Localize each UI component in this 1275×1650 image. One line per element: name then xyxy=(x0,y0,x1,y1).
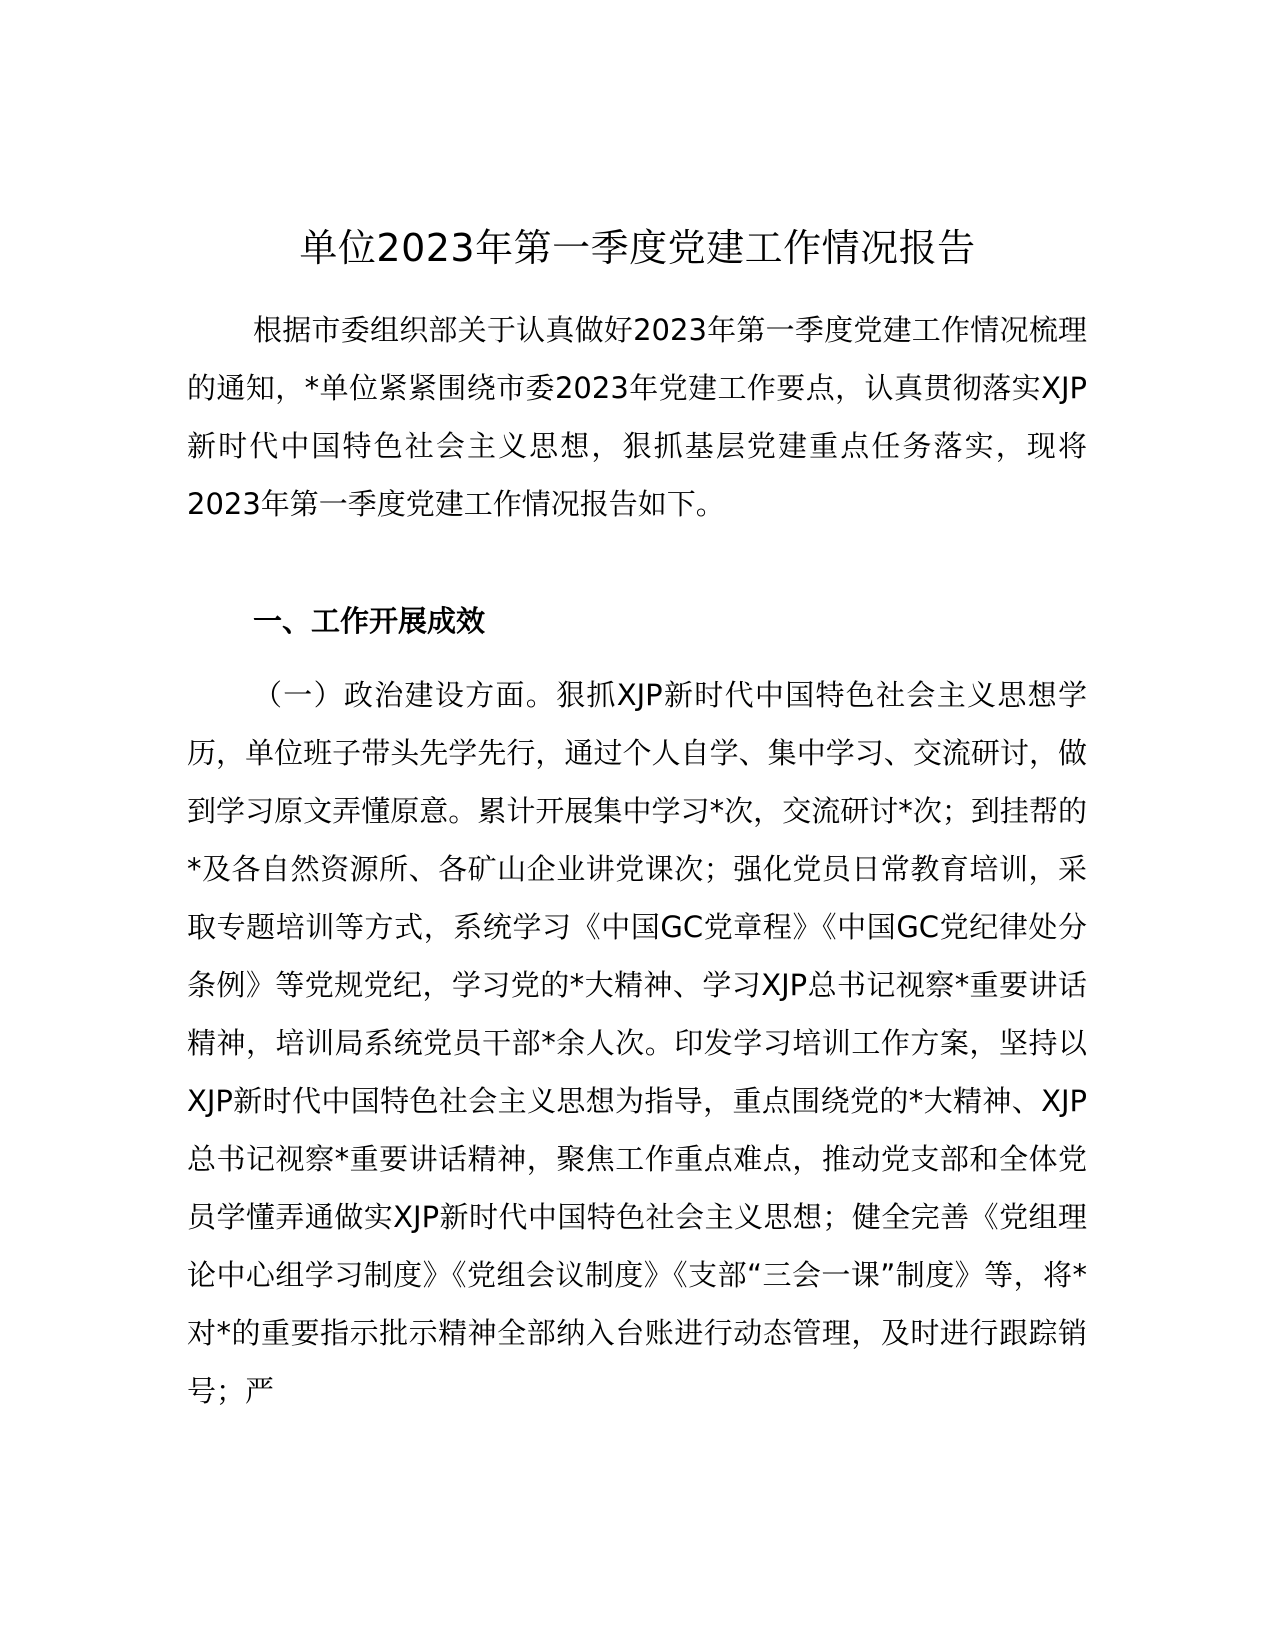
intro-paragraph: 根据市委组织部关于认真做好2023年第一季度党建工作情况梳理的通知，*单位紧紧围绕市委2023年党建工作要点，认真贯彻落实XJP新时代中国特色社会主义思想，狠抓基层党建重点任务落实，现将2023年第一季度党建工作情况报告如下。 xyxy=(187,313,1087,521)
body-paragraph: （一）政治建设方面。狠抓XJP新时代中国特色社会主义思想学历，单位班子带头先学先行，通过个人自学、集中学习、交流研讨，做到学习原文弄懂原意。累计开展集中学习*次，交流研讨*次；到挂帮的*及各自然资源所、各矿山企业讲党课次；强化党员日常教育培训，采取专题培训等方式，系统学习《中国GC党章程》《中国GC党纪律处分条例》等党规党纪，学习党的*大精神、学习XJP总书记视察*重要讲话精神，培训局系统党员干部*余人次。印发学习培训工作方案，坚持以XJP新时代中国特色社会主义思想为指导，重点围绕党的*大精神、XJP总书记视察*重要讲话精神，聚焦工作重点难点，推动党支部和全体党员学懂弄通做实XJP新时代中国特色社会主义思想；健全完善《党组理论中心组学习制度》《党组会议制度》《支部“三会一课”制度》等，将*对*的重要指示批示精神全部纳入台账进行动态管理，及时进行跟踪销号；严 xyxy=(187,678,1087,1408)
document-title: 单位2023年第一季度党建工作情况报告 xyxy=(299,226,976,270)
section-heading: 一、工作开展成效 xyxy=(253,604,486,638)
